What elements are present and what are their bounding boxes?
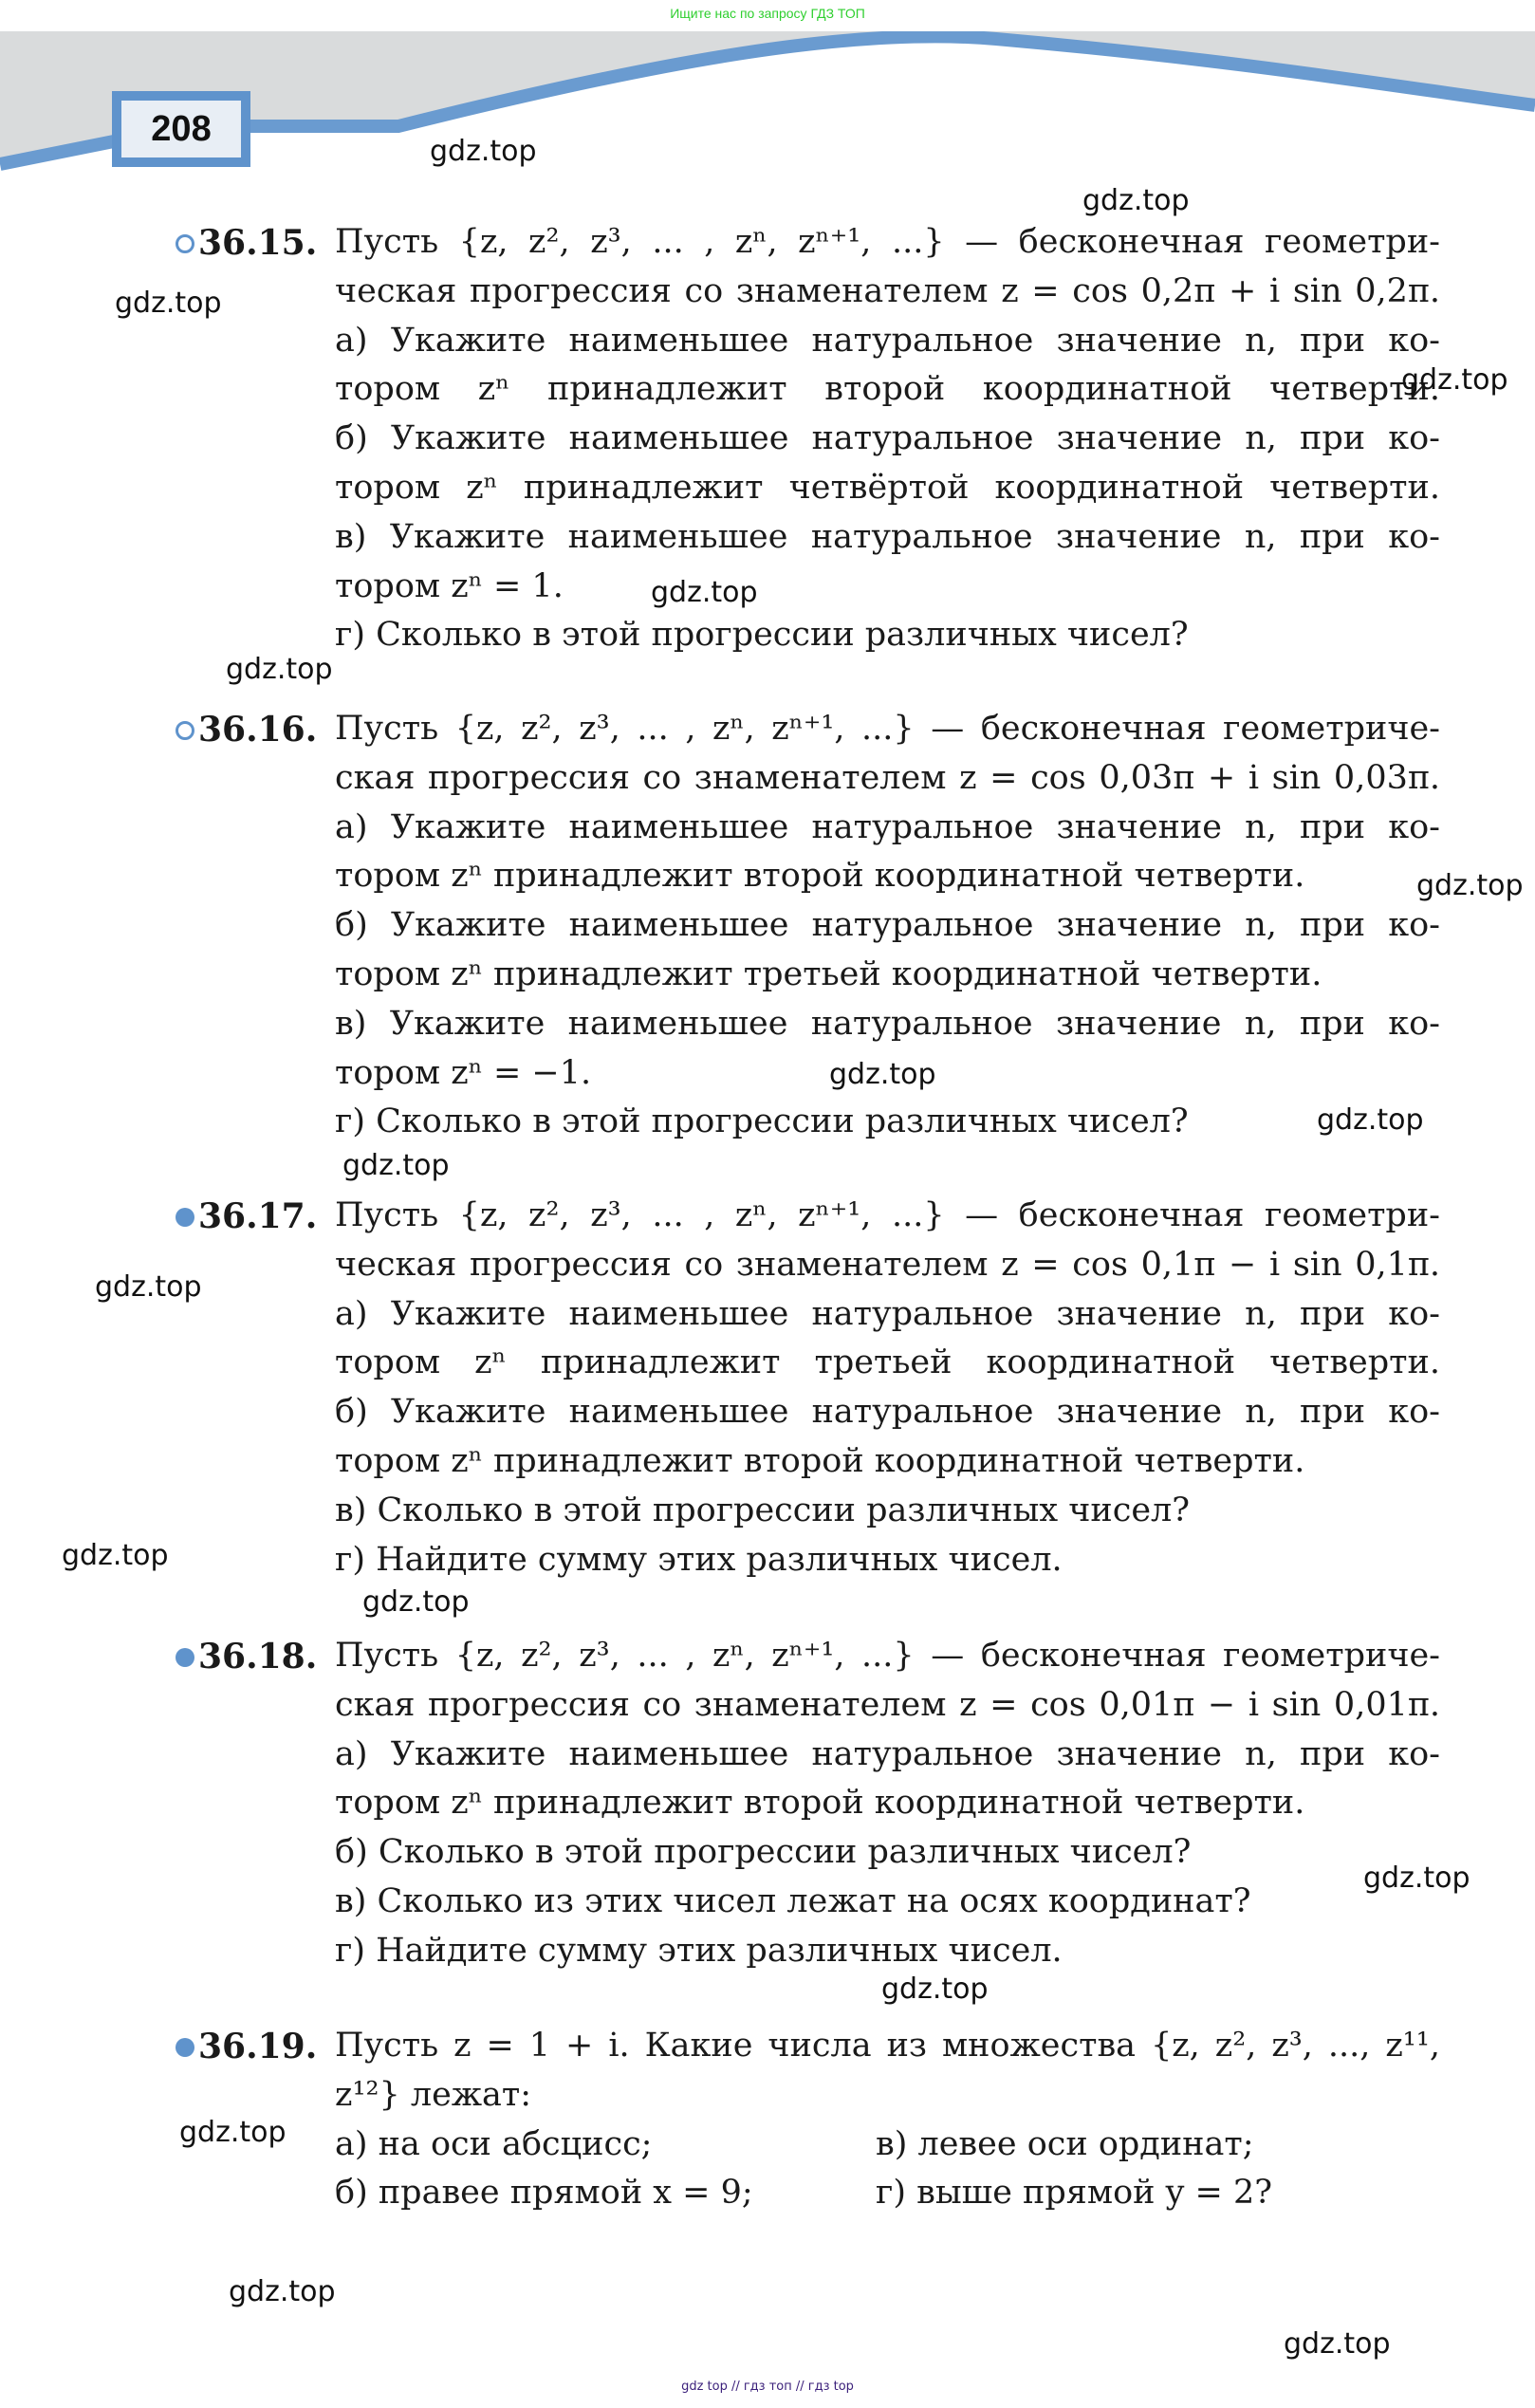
- text-line: тором zⁿ принадлежит четвёртой координатной четверти.: [335, 468, 1440, 507]
- page-number-box: [112, 91, 250, 167]
- option-g: г) выше прямой y = 2?: [876, 2174, 1273, 2213]
- watermark: gdz.top: [1317, 1103, 1424, 1137]
- watermark: gdz.top: [1416, 869, 1524, 902]
- problem-label: [176, 218, 317, 268]
- watermark: gdz.top: [1082, 184, 1190, 217]
- problem-number: 36.17.: [198, 1196, 318, 1236]
- text-line: Пусть {z, z², z³, ... , zⁿ, zⁿ⁺¹, ...} — бесконечная геометри-: [335, 223, 1440, 261]
- page-header: [0, 31, 1535, 202]
- text-line: б) Укажите наименьшее натуральное значение n, при ко-: [335, 906, 1440, 945]
- text-line: Пусть z = 1 + i. Какие числа из множества {z, z², z³, ..., z¹¹,: [335, 2027, 1440, 2065]
- watermark: gdz.top: [1401, 363, 1508, 397]
- watermark: gdz.top: [229, 2275, 336, 2308]
- text-line: тором zⁿ = −1.: [335, 1053, 592, 1092]
- text-line: в) Укажите наименьшее натуральное значение n, при ко-: [335, 1004, 1440, 1043]
- text-line: в) Укажите наименьшее натуральное значение n, при ко-: [335, 517, 1440, 556]
- answer-columns: [335, 2121, 1440, 2219]
- text-line: тором zⁿ = 1.: [335, 566, 564, 605]
- text-line: а) Укажите наименьшее натуральное значение n, при ко-: [335, 807, 1440, 846]
- text-line: б) Укажите наименьшее натуральное значение n, при ко-: [335, 419, 1440, 458]
- text-line: ская прогрессия со знаменателем z = cos 0,01π − i sin 0,01π.: [335, 1685, 1440, 1724]
- text-line: тором zⁿ принадлежит второй координатной четверти.: [335, 1441, 1305, 1480]
- problem-number: 36.19.: [198, 2027, 318, 2066]
- text-line: г) Найдите сумму этих различных чисел.: [335, 1931, 1063, 1970]
- text-line: Пусть {z, z², z³, ... , zⁿ, zⁿ⁺¹, ...} — бесконечная геометри-: [335, 1196, 1440, 1234]
- option-b: б) правее прямой x = 9;: [335, 2174, 753, 2213]
- text-line: Пусть {z, z², z³, ... , zⁿ, zⁿ⁺¹, ...} — бесконечная геометриче-: [335, 1637, 1440, 1675]
- watermark: gdz.top: [1284, 2327, 1391, 2361]
- text-line: ческая прогрессия со знаменателем z = cos 0,2π + i sin 0,2π.: [335, 271, 1440, 310]
- text-line: б) Укажите наименьшее натуральное значение n, при ко-: [335, 1393, 1440, 1432]
- watermark: gdz.top: [62, 1539, 169, 1572]
- text-line: г) Найдите сумму этих различных чисел.: [335, 1540, 1063, 1579]
- filled-circle-icon: [176, 2038, 194, 2057]
- watermark: gdz.top: [362, 1585, 470, 1619]
- watermark: gdz.top: [881, 1973, 989, 2006]
- text-line: тором zⁿ принадлежит второй координатной четверти.: [335, 1784, 1305, 1823]
- footer-links: gdz top // гдз топ // гдз top: [681, 2380, 854, 2394]
- problem-label: [176, 2022, 317, 2071]
- text-line: б) Сколько в этой прогрессии различных чисел?: [335, 1833, 1192, 1872]
- watermark: gdz.top: [95, 1270, 202, 1304]
- filled-circle-icon: [176, 1208, 194, 1227]
- text-line: ческая прогрессия со знаменателем z = cos 0,1π − i sin 0,1π.: [335, 1245, 1440, 1284]
- page-number: 208: [151, 108, 212, 149]
- filled-circle-icon: [176, 1648, 194, 1667]
- watermark: gdz.top: [342, 1149, 450, 1182]
- text-line: в) Сколько из этих чисел лежат на осях координат?: [335, 1881, 1251, 1920]
- open-circle-icon: [176, 234, 194, 253]
- column-right: [876, 2121, 1416, 2219]
- column-left: [335, 2121, 876, 2219]
- option-a: а) на оси абсцисс;: [335, 2124, 653, 2163]
- text-line: Пусть {z, z², z³, ... , zⁿ, zⁿ⁺¹, ...} — бесконечная геометриче-: [335, 710, 1440, 748]
- watermark: gdz.top: [179, 2116, 287, 2149]
- problem-label: [176, 1632, 317, 1681]
- problem-number: 36.18.: [198, 1637, 318, 1676]
- watermark: gdz.top: [1363, 1862, 1470, 1895]
- text-line: тором zⁿ принадлежит второй координатной четверти.: [335, 370, 1440, 409]
- text-line: а) Укажите наименьшее натуральное значение n, при ко-: [335, 321, 1440, 360]
- option-v: в) левее оси ординат;: [876, 2124, 1254, 2163]
- watermark: gdz.top: [430, 135, 537, 168]
- watermark: gdz.top: [829, 1058, 936, 1091]
- text-line: тором zⁿ принадлежит второй координатной четверти.: [335, 857, 1305, 896]
- problem-label: [176, 1192, 317, 1241]
- problem-number: 36.15.: [198, 223, 318, 263]
- open-circle-icon: [176, 721, 194, 740]
- text-line: г) Сколько в этой прогрессии различных чисел?: [335, 616, 1189, 655]
- text-line: z¹²} лежат:: [335, 2075, 532, 2114]
- text-line: ская прогрессия со знаменателем z = cos 0,03π + i sin 0,03π.: [335, 758, 1440, 797]
- text-line: г) Сколько в этой прогрессии различных чисел?: [335, 1102, 1189, 1141]
- text-line: тором zⁿ принадлежит третьей координатной четверти.: [335, 954, 1322, 993]
- top-note: Ищите нас по запросу ГДЗ ТОП: [670, 6, 865, 21]
- problem-label: [176, 705, 317, 754]
- text-line: в) Сколько в этой прогрессии различных чисел?: [335, 1491, 1191, 1529]
- text-line: а) Укажите наименьшее натуральное значение n, при ко-: [335, 1734, 1440, 1773]
- watermark: gdz.top: [115, 287, 222, 320]
- watermark: gdz.top: [226, 653, 333, 686]
- problem-number: 36.16.: [198, 710, 318, 750]
- text-line: тором zⁿ принадлежит третьей координатной четверти.: [335, 1343, 1440, 1382]
- watermark: gdz.top: [651, 576, 758, 609]
- text-line: а) Укажите наименьшее натуральное значение n, при ко-: [335, 1294, 1440, 1333]
